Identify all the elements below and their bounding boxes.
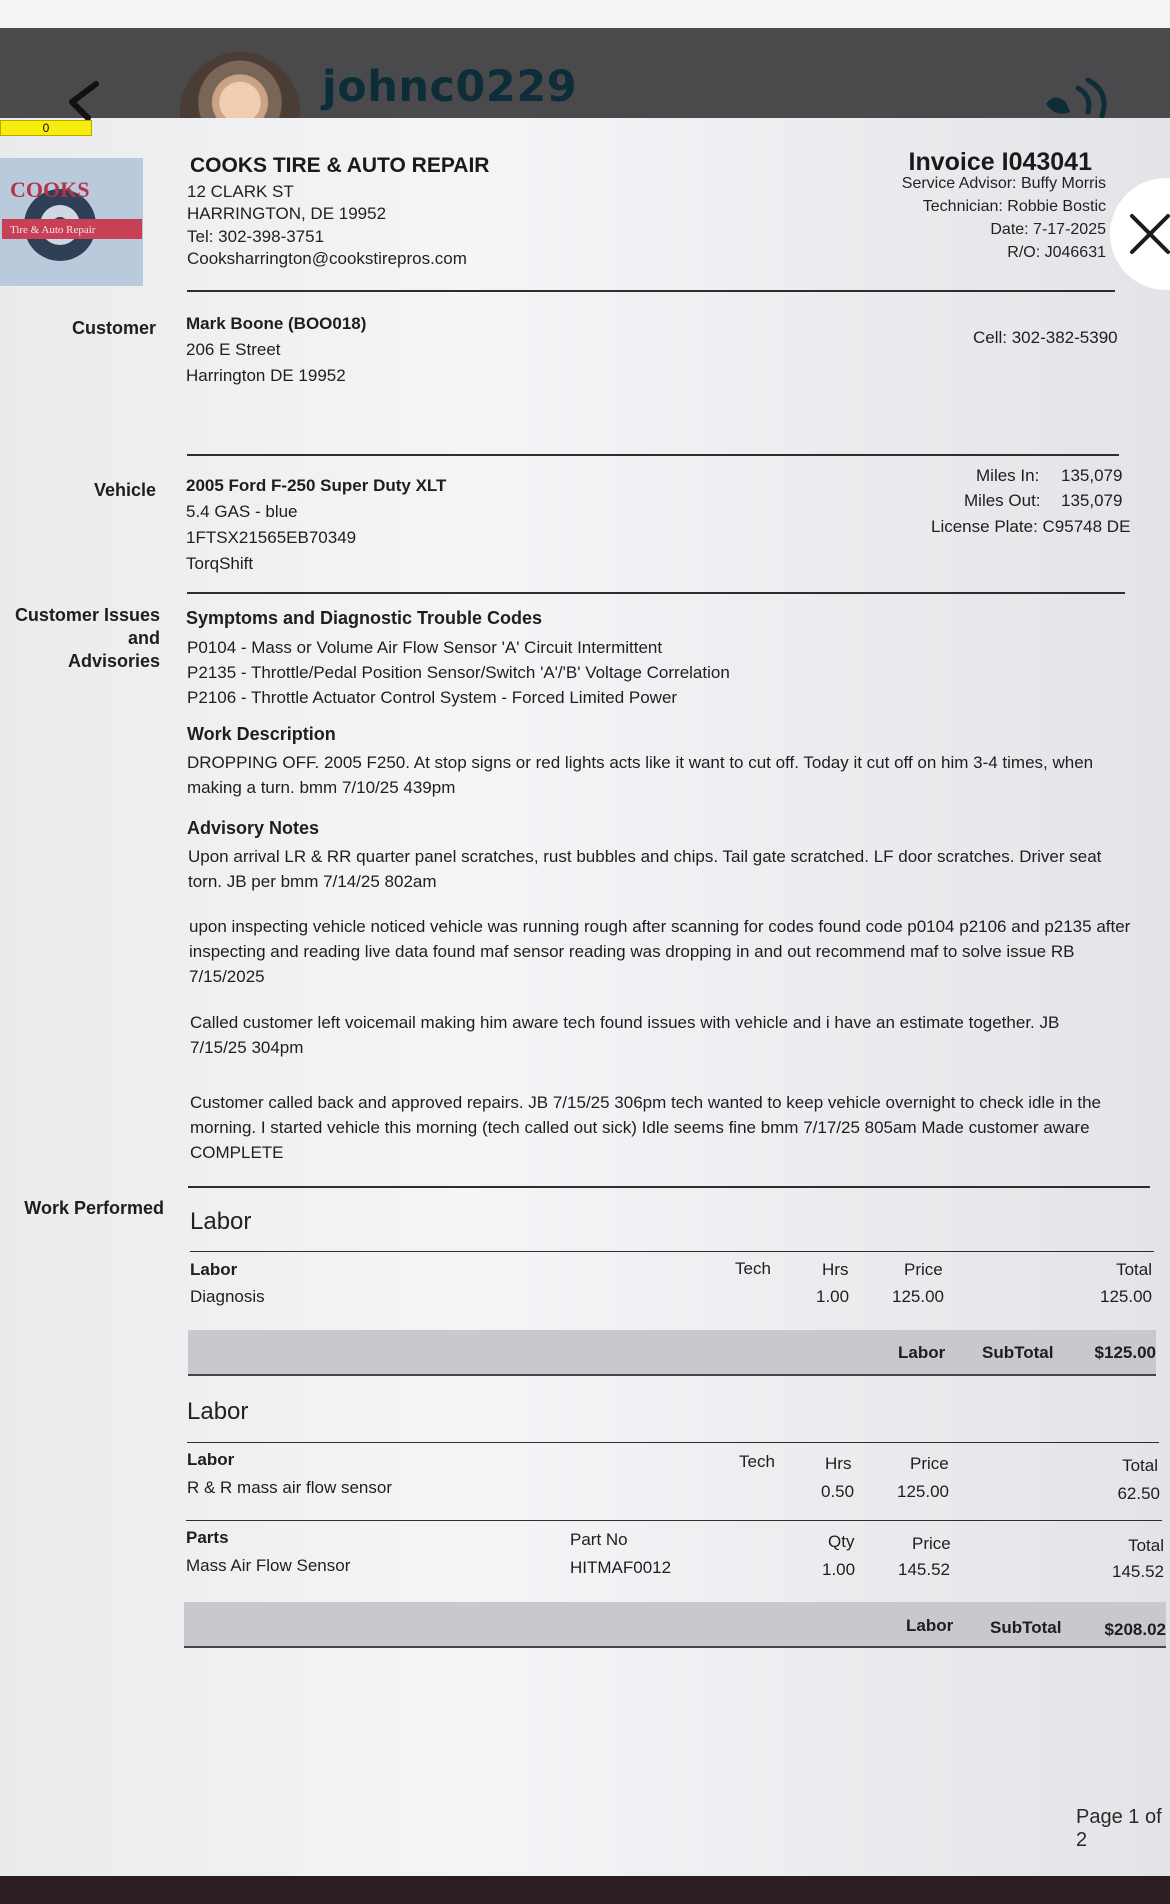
advisory-note: Customer called back and approved repairs. JB 7/15/25 306pm tech wanted to keep vehicle overnight to check idle in the morning. I started vehicle this morning (tech called out sick) Idle seems fine bmm 7/17/25 805am Made customer aware COMPLETE <box>190 1093 1101 1162</box>
customer-street: 206 E Street <box>186 340 281 359</box>
service-advisor: Service Advisor: Buffy Morris <box>901 175 1106 192</box>
total-column-header: Total <box>1116 1260 1152 1279</box>
price-column-header: Price <box>910 1454 949 1473</box>
labor-column-header: Labor <box>190 1260 238 1279</box>
shop-logo <box>0 158 143 286</box>
subtotal-label: SubTotal <box>990 1618 1062 1637</box>
hrs-column-header: Hrs <box>825 1454 852 1473</box>
divider <box>187 290 1115 292</box>
subtotal-labor-label: Labor <box>906 1616 954 1635</box>
tech-column-header: Tech <box>735 1259 771 1278</box>
subtotal-amount: $208.02 <box>1104 1620 1166 1639</box>
signal-wave-icon[interactable] <box>1040 74 1118 120</box>
part-total: 145.52 <box>1112 1562 1164 1581</box>
vehicle-vin: 1FTSX21565EB70349 <box>186 528 357 547</box>
work-description-text: DROPPING OFF. 2005 F250. At stop signs or red lights acts like it want to cut off. Today it cut off on him 3-4 times, when making a turn. bmm 7/10/25 439pm <box>187 753 1094 797</box>
labor-column-header: Labor <box>187 1450 235 1469</box>
labor-line-total: 62.50 <box>1117 1484 1160 1503</box>
work-description-heading: Work Description <box>187 724 336 744</box>
miles-in-value: 135,079 <box>1061 466 1123 485</box>
shop-name: COOKS TIRE & AUTO REPAIR <box>190 154 490 177</box>
issues-label-line1: Customer Issues and <box>14 605 160 648</box>
divider <box>187 454 1119 456</box>
dtc-code: P0104 - Mass or Volume Air Flow Sensor 'A' Circuit Intermittent <box>187 638 663 657</box>
advisory-note: Upon arrival LR & RR quarter panel scratches, rust bubbles and chips. Tail gate scratched. LF door scratches. Driver seat torn. JB per bmm 7/14/25 802am <box>188 847 1102 891</box>
tech-column-header: Tech <box>739 1452 775 1471</box>
tire-logo-icon <box>2 167 142 277</box>
username[interactable]: johnc0229 <box>322 62 578 112</box>
notification-badge: 0 <box>0 120 92 136</box>
repair-order-number: R/O: J046631 <box>1007 244 1106 261</box>
divider <box>187 1442 1159 1443</box>
price-column-header: Price <box>904 1260 943 1279</box>
miles-out-label: Miles Out: <box>964 491 1041 510</box>
shop-address: 12 CLARK ST <box>187 182 294 201</box>
work-performed-label: Work Performed <box>24 1198 164 1218</box>
subtotal-amount: $125.00 <box>1094 1343 1156 1362</box>
hrs-column-header: Hrs <box>822 1260 849 1279</box>
parts-column-header: Parts <box>186 1528 229 1547</box>
customer-cell: Cell: 302-382-5390 <box>973 328 1118 347</box>
miles-in-label: Miles In: <box>976 466 1040 485</box>
miles-out-value: 135,079 <box>1061 491 1123 510</box>
invoice-title: Invoice I043041 <box>908 148 1092 176</box>
divider <box>187 592 1125 594</box>
vehicle-model: 2005 Ford F-250 Super Duty XLT <box>186 476 447 495</box>
part-price: 145.52 <box>898 1560 950 1579</box>
dtc-code: P2135 - Throttle/Pedal Position Sensor/Switch 'A'/'B' Voltage Correlation <box>187 663 730 682</box>
divider <box>188 1186 1150 1188</box>
logo-banner-text: Tire & Auto Repair <box>9 224 95 236</box>
license-plate: License Plate: C95748 DE <box>931 517 1131 536</box>
vehicle-engine: 5.4 GAS - blue <box>186 502 298 521</box>
part-qty: 1.00 <box>822 1560 856 1579</box>
close-icon <box>1128 212 1170 256</box>
labor-block-title: Labor <box>187 1398 249 1425</box>
shop-city: HARRINGTON, DE 19952 <box>187 204 387 223</box>
issues-label <box>0 604 160 673</box>
customer-city: Harrington DE 19952 <box>186 366 346 385</box>
part-number-column-header: Part No <box>570 1530 628 1549</box>
advisory-note: Called customer left voicemail making him aware tech found issues with vehicle and i have an estimate together. JB 7/15/25 304pm <box>190 1013 1060 1057</box>
logo-text: COOKS <box>9 177 89 202</box>
chat-header <box>0 28 1170 120</box>
invoice-document <box>0 118 1170 1876</box>
symptoms-heading: Symptoms and Diagnostic Trouble Codes <box>186 608 543 628</box>
issues-label-line2: Advisories <box>67 651 160 671</box>
labor-line-hours: 1.00 <box>816 1287 850 1306</box>
labor-line-total: 125.00 <box>1100 1287 1152 1306</box>
customer-label: Customer <box>71 318 156 338</box>
vehicle-label: Vehicle <box>93 480 156 500</box>
vehicle-transmission: TorqShift <box>186 554 254 573</box>
customer-name: Mark Boone (BOO018) <box>186 314 367 333</box>
subtotal-label: SubTotal <box>982 1343 1054 1362</box>
labor-line-description: Diagnosis <box>190 1287 265 1306</box>
chevron-left-icon[interactable] <box>62 80 102 120</box>
background-edge <box>0 1876 1170 1904</box>
page-number: Page 1 of 2 <box>1076 1806 1162 1851</box>
labor-line-hours: 0.50 <box>821 1482 855 1501</box>
labor-line-price: 125.00 <box>897 1482 949 1501</box>
shop-email: Cooksharrington@cookstirepros.com <box>187 249 467 268</box>
advisory-note: upon inspecting vehicle noticed vehicle was running rough after scanning for codes found code p0104 p2106 and p2135 after inspecting and reading live data found maf sensor reading was dropping in and out recommend maf to solve issue RB 7/15/2025 <box>189 917 1131 986</box>
total-column-header: Total <box>1122 1456 1158 1475</box>
labor-line-price: 125.00 <box>892 1287 944 1306</box>
shop-phone: Tel: 302-398-3751 <box>187 227 325 246</box>
subtotal-labor-label: Labor <box>898 1343 946 1362</box>
labor-line-description: R & R mass air flow sensor <box>187 1478 392 1497</box>
labor-block-title: Labor <box>190 1208 252 1235</box>
dtc-code: P2106 - Throttle Actuator Control System - Forced Limited Power <box>187 688 678 707</box>
price-column-header: Price <box>912 1534 951 1553</box>
total-column-header: Total <box>1128 1536 1164 1555</box>
invoice-date: Date: 7-17-2025 <box>990 221 1106 238</box>
qty-column-header: Qty <box>828 1532 855 1551</box>
advisory-notes-heading: Advisory Notes <box>187 818 320 838</box>
part-number: HITMAF0012 <box>570 1558 672 1577</box>
part-description: Mass Air Flow Sensor <box>186 1556 351 1575</box>
divider <box>190 1251 1154 1252</box>
status-strip <box>0 0 1170 28</box>
technician: Technician: Robbie Bostic <box>922 198 1106 215</box>
divider <box>186 1520 1162 1521</box>
